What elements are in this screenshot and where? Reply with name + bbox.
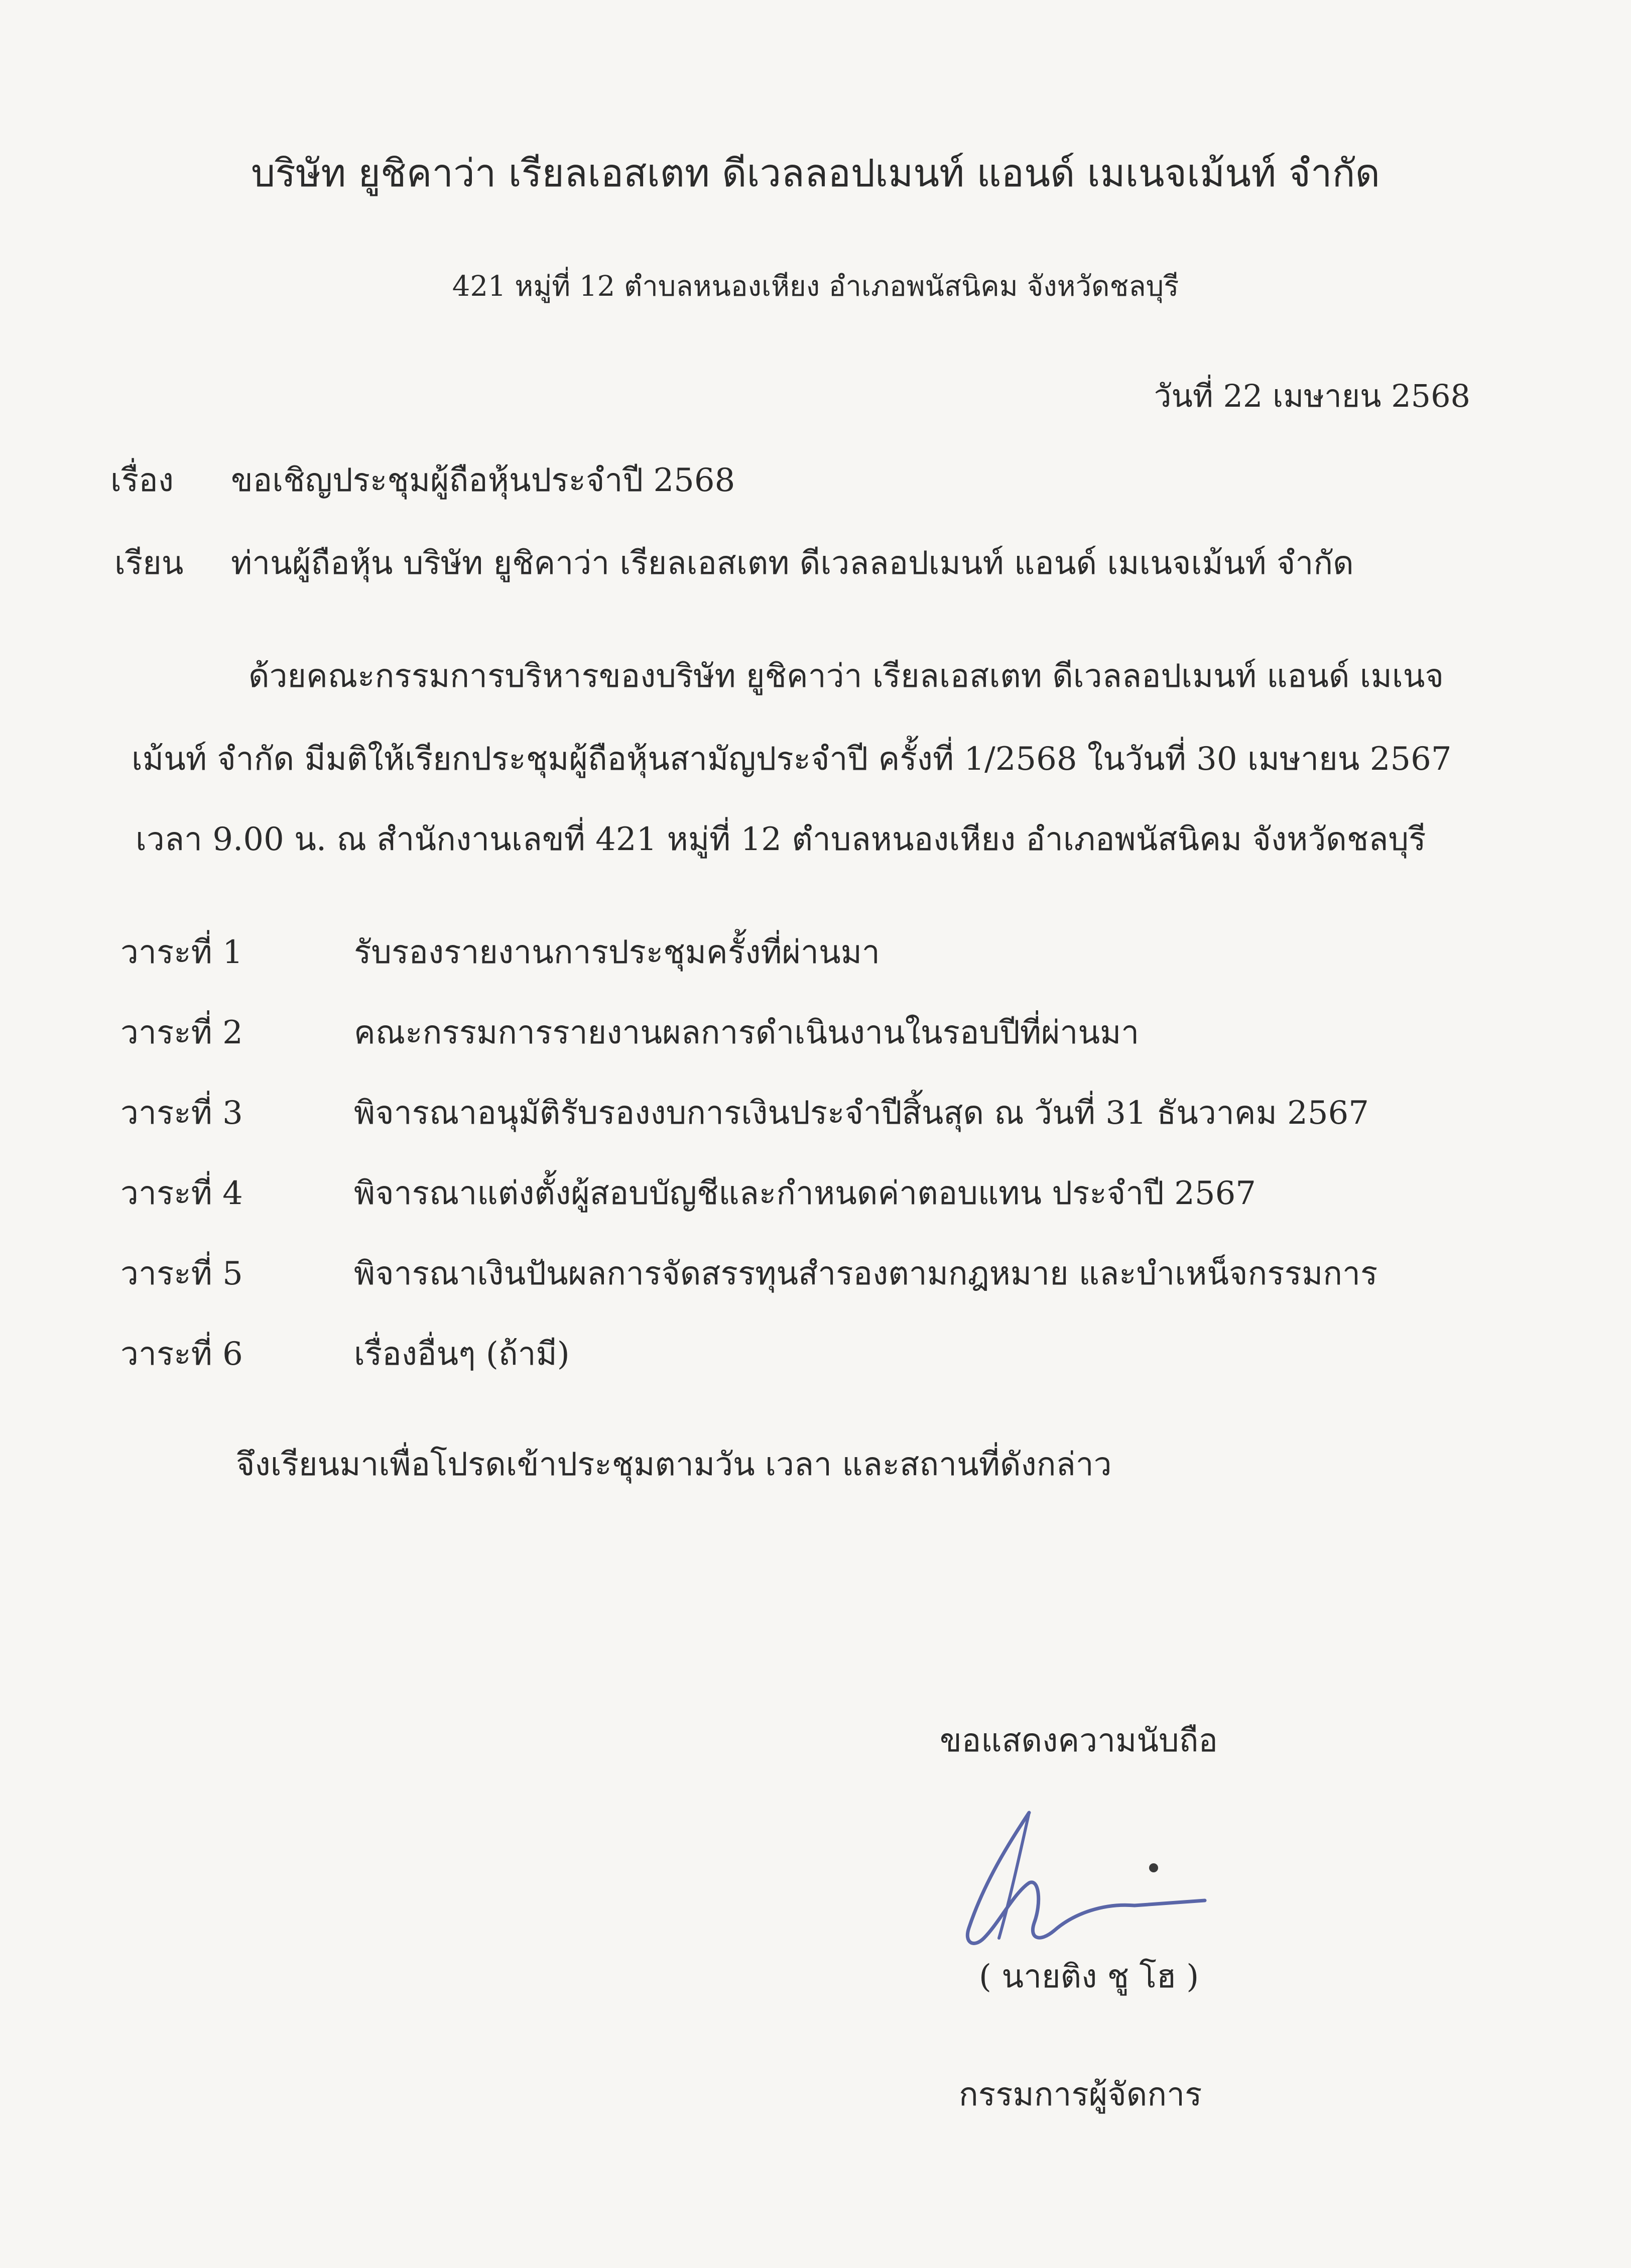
- body-line-1: ด้วยคณะกรรมการบริหารของบริษัท ยูชิคาว่า เรียลเอสเตท ดีเวลลอปเมนท์ แอนด์ เมเนจ: [248, 658, 1444, 695]
- signer-title: กรรมการผู้จัดการ: [959, 2076, 1202, 2113]
- letter-date: วันที่ 22 เมษายน 2568: [1154, 378, 1470, 414]
- agenda-label: วาระที่ 3: [120, 1095, 243, 1132]
- agenda-label: วาระที่ 2: [120, 1014, 243, 1051]
- subject-text: ขอเชิญประชุมผู้ถือหุ้นประจำปี 2568: [231, 462, 735, 499]
- to-label: เรียน: [114, 545, 184, 582]
- body-line-3: เวลา 9.00 น. ณ สำนักงานเลขที่ 421 หมู่ที่ 12 ตำบลหนองเหียง อำเภอพนัสนิคม จังหวัดชลบุรี: [136, 821, 1426, 858]
- agenda-text: พิจารณาอนุมัติรับรองงบการเงินประจำปีสิ้นสุด ณ วันที่ 31 ธันวาคม 2567: [354, 1095, 1369, 1132]
- agenda-text: พิจารณาเงินปันผลการจัดสรรทุนสำรองตามกฎหมาย และบำเหน็จกรรมการ: [354, 1255, 1378, 1292]
- closing-salutation: ขอแสดงความนับถือ: [940, 1722, 1218, 1759]
- agenda-text: เรื่องอื่นๆ (ถ้ามี): [354, 1336, 570, 1373]
- to-text: ท่านผู้ถือหุ้น บริษัท ยูชิคาว่า เรียลเอสเตท ดีเวลลอปเมนท์ แอนด์ เมเนจเม้นท์ จำกัด: [231, 545, 1354, 582]
- agenda-label: วาระที่ 5: [120, 1255, 243, 1292]
- agenda-label: วาระที่ 4: [120, 1175, 243, 1212]
- agenda-label: วาระที่ 1: [120, 934, 243, 971]
- subject-label: เรื่อง: [110, 462, 174, 499]
- signature-image: [954, 1803, 1235, 1953]
- agenda-text: คณะกรรมการรายงานผลการดำเนินงานในรอบปีที่ผ่านมา: [354, 1014, 1140, 1051]
- agenda-text: รับรองรายงานการประชุมครั้งที่ผ่านมา: [354, 934, 880, 971]
- agenda-text: พิจารณาแต่งตั้งผู้สอบบัญชีและกำหนดค่าตอบแทน ประจำปี 2567: [354, 1175, 1256, 1212]
- body-line-2: เม้นท์ จำกัด มีมติให้เรียกประชุมผู้ถือหุ้นสามัญประจำปี ครั้งที่ 1/2568 ในวันที่ 30 เมษายน 2567: [132, 741, 1452, 778]
- company-address: 421 หมู่ที่ 12 ตำบลหนองเหียง อำเภอพนัสนิคม จังหวัดชลบุรี: [452, 270, 1179, 303]
- closing-line: จึงเรียนมาเพื่อโปรดเข้าประชุมตามวัน เวลา และสถานที่ดังกล่าว: [236, 1446, 1112, 1483]
- company-name: บริษัท ยูชิคาว่า เรียลเอสเตท ดีเวลลอปเมนท์ แอนด์ เมเนจเม้นท์ จำกัด: [251, 151, 1380, 195]
- signer-name: ( นายติง ชู โฮ ): [979, 1958, 1199, 1995]
- agenda-label: วาระที่ 6: [120, 1336, 243, 1373]
